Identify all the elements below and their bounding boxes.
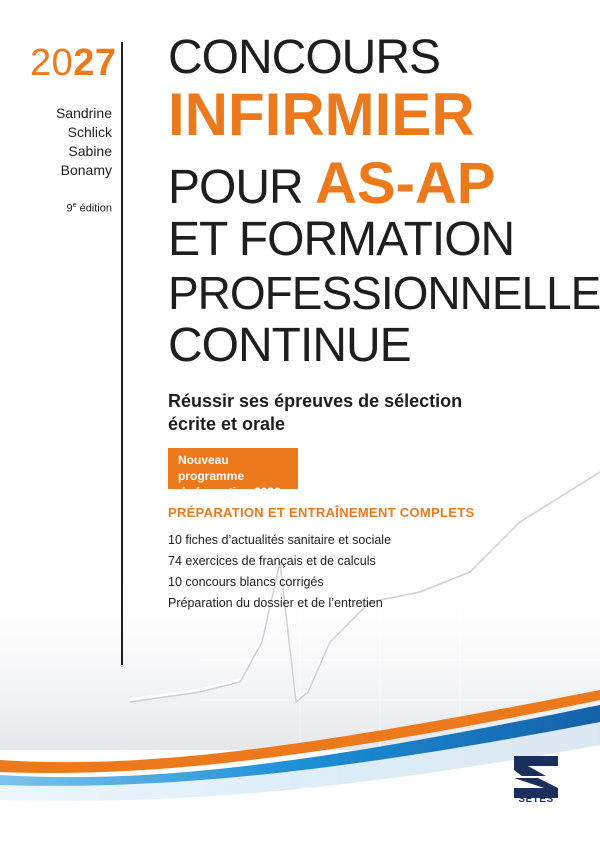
- author-last-name: Bonamy: [60, 162, 112, 178]
- divider-line: [121, 42, 123, 665]
- title-line-5: PROFESSIONNELLE: [168, 267, 600, 319]
- authors: [20, 104, 112, 180]
- preparation-heading: PRÉPARATION ET ENTRAÎNEMENT COMPLETS: [168, 505, 475, 520]
- author-first-name: Sabine: [68, 143, 112, 159]
- edition-year: 2027: [30, 42, 117, 84]
- publisher-name: SETES: [518, 794, 554, 805]
- subtitle: Réussir ses épreuves de sélection écrite et orale: [168, 391, 463, 434]
- title-line-6: CONTINUE: [168, 319, 411, 372]
- title-line-3: POUR AS-AP: [168, 151, 496, 216]
- title-line-1: CONCOURS: [168, 31, 441, 84]
- title-line-4: ET FORMATION: [168, 213, 515, 266]
- author-last-name: Schlick: [67, 124, 112, 140]
- author-first-name: Sandrine: [55, 105, 112, 121]
- edition-number: 9e édition: [66, 202, 112, 215]
- feature-item: 74 exercices de français et de calculs: [168, 554, 376, 568]
- feature-item: Préparation du dossier et de l’entretien: [168, 596, 383, 610]
- title-line-2: INFIRMIER: [168, 81, 475, 148]
- feature-item: 10 fiches d’actualités sanitaire et sociale: [168, 533, 392, 547]
- feature-item: 10 concours blancs corrigés: [168, 575, 324, 589]
- new-program-badge: Nouveau programme de formation 2026: [168, 448, 298, 489]
- features-list: [168, 530, 391, 614]
